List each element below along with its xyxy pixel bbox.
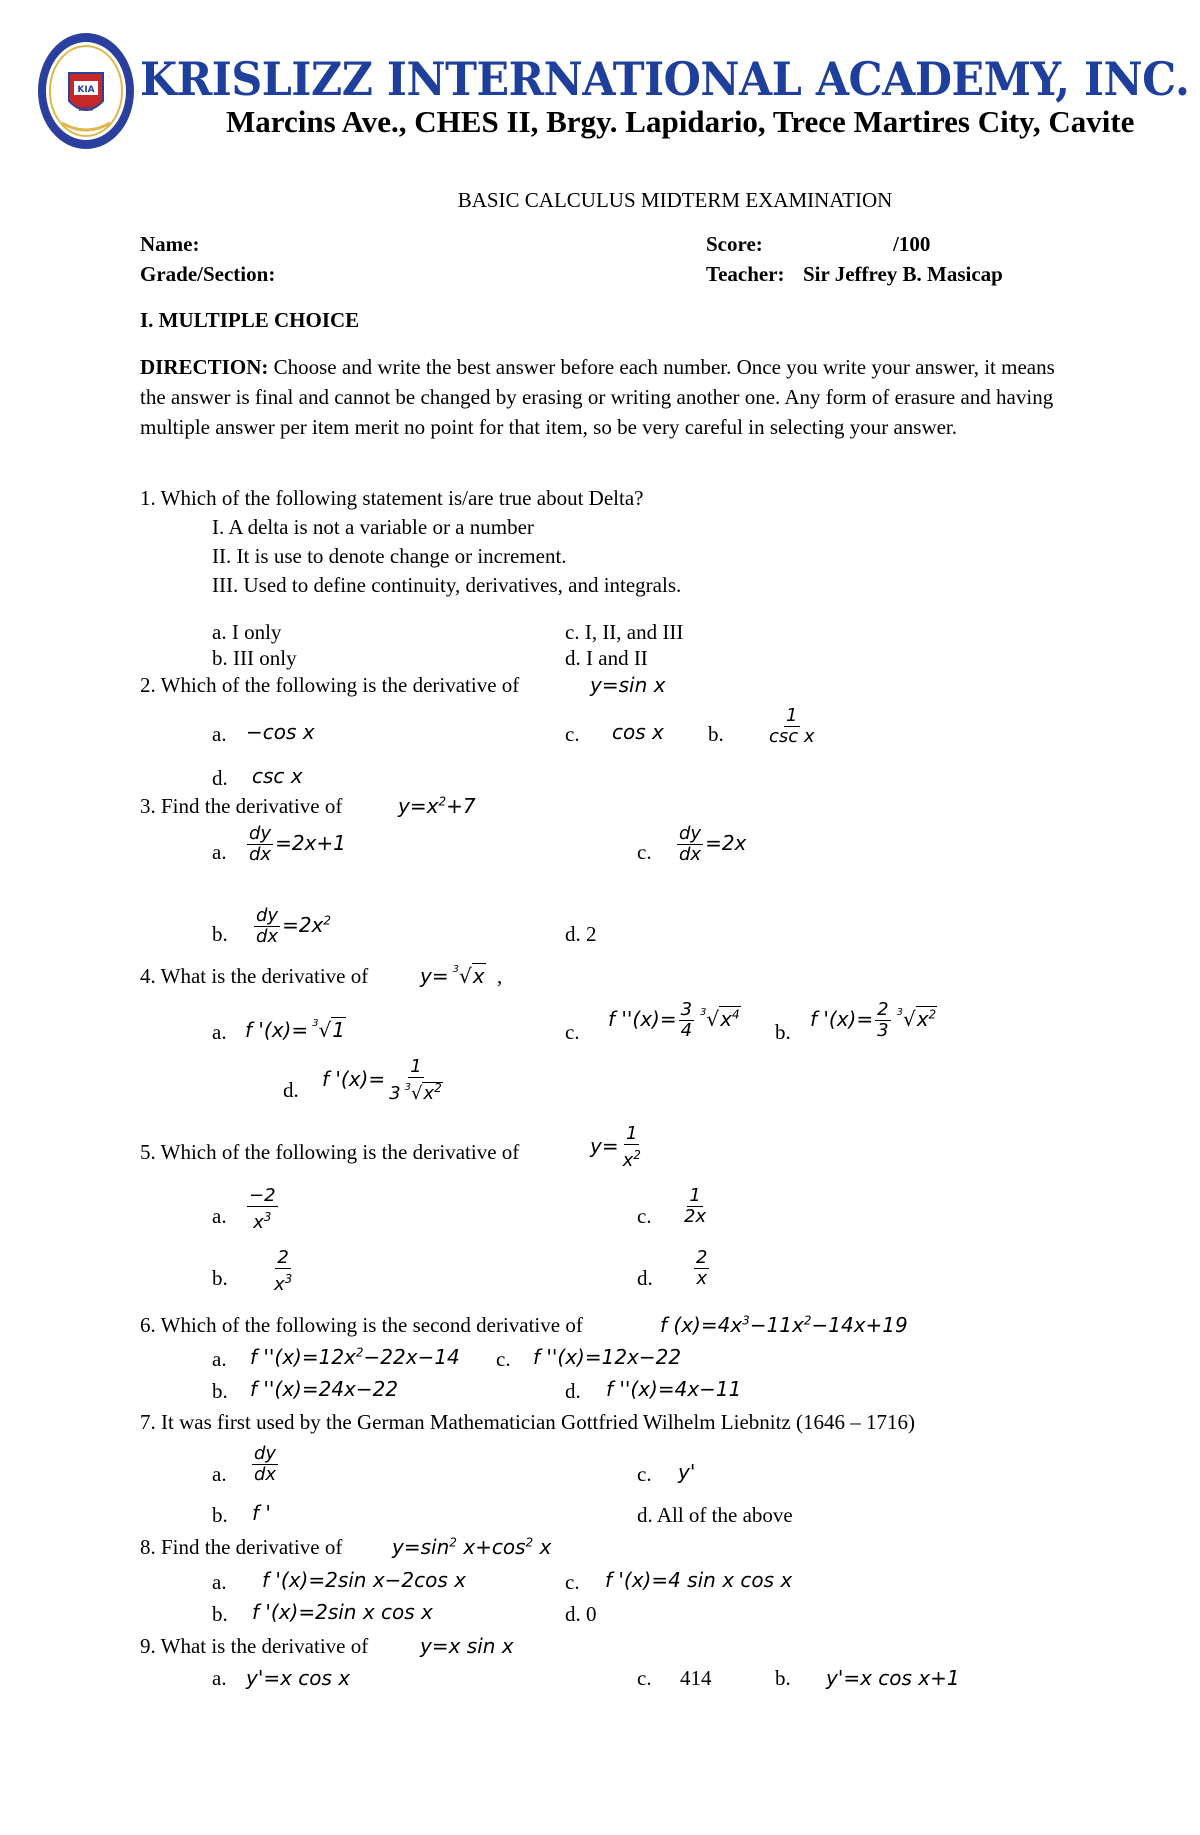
q4-text: 4. What is the derivative of [140, 964, 369, 988]
q6-label-c: c. [496, 1347, 511, 1371]
q8-choice-d: d. 0 [565, 1602, 597, 1626]
q7-label-c: c. [637, 1462, 652, 1486]
q5-label-a: a. [212, 1204, 227, 1228]
q1-choice-a: a. I only [212, 620, 282, 644]
q2-choice-b: $\frac{1}{\text{csc x}}$ [769, 705, 815, 747]
teacher-label: Teacher: [706, 262, 785, 286]
q8-text: 8. Find the derivative of [140, 1535, 343, 1559]
q3-text: 3. Find the derivative of [140, 794, 343, 818]
q2-choice-d: csc x [252, 764, 303, 788]
q3-label-a: a. [212, 840, 227, 864]
logo-initials: KIA [77, 85, 95, 95]
school-name: KRISLIZZ INTERNATIONAL ACADEMY, INC. [140, 52, 1190, 106]
q7-label-a: a. [212, 1462, 227, 1486]
q5-text: 5. Which of the following is the derivative of [140, 1140, 520, 1164]
q6-function: f $(x)=4x^3-11x^2-14x+19$ [660, 1313, 908, 1337]
q2-text: 2. Which of the following is the derivative of [140, 673, 520, 697]
q9-label-c: c. [637, 1666, 652, 1690]
name-label: Name: [140, 232, 200, 256]
q2-function: y=sin x [590, 673, 666, 697]
q9-text: 9. What is the derivative of [140, 1634, 369, 1658]
direction-text: Choose and write the best answer before each number. Once you write your answer, it means the answer is final and cannot be changed by erasing or writing another one. Any form of erasure and having multiple answer per item merit no point for that item, so be very careful in selecting your answer. [140, 355, 1055, 439]
q9-function: y=x sin x [420, 1634, 514, 1658]
q9-choice-a: y'=x cos x [246, 1666, 351, 1690]
exam-title: BASIC CALCULUS MIDTERM EXAMINATION [457, 188, 893, 212]
grade-section-label: Grade/Section: [140, 262, 276, 286]
q4-choice-d: f '(x)= $\frac{1}{3 ^3√x^2}$ [322, 1056, 442, 1104]
logo-year: 2005 [78, 106, 94, 113]
q4-label-a: a. [212, 1020, 227, 1044]
q6-choice-a: f ''$(x)=12x^2-22x-14$ [250, 1345, 460, 1369]
q7-text: 7. It was first used by the German Mathematician Gottfried Wilhelm Liebnitz (1646 – 1716) [140, 1410, 915, 1434]
q5-choice-b: $\frac{2}{x^3}$ [274, 1247, 293, 1295]
q3-choice-b: $\frac{dy}{dx}$ $=2x^2$ [256, 905, 332, 947]
q6-choice-c: f ''(x)=12x−22 [533, 1345, 682, 1369]
section-title: I. MULTIPLE CHOICE [140, 308, 360, 332]
q1-text: 1. Which of the following statement is/are true about Delta? [140, 486, 644, 510]
q4-choice-c: f ''(x)= $\frac{3}{4}$ $^3√x^4$ [608, 999, 740, 1041]
q2-label-d: d. [212, 766, 228, 790]
q3-choice-a: $\frac{dy}{dx}$ =2x+1 [249, 823, 346, 865]
q5-choice-d: $\frac{2}{x}$ [696, 1247, 708, 1289]
q5-choice-c: $\frac{1}{2x}$ [684, 1185, 707, 1227]
q7-label-b: b. [212, 1503, 228, 1527]
q8-function: $y=\sin^2$ $x+\cos^2$ x [392, 1535, 552, 1559]
q4-label-c: c. [565, 1020, 580, 1044]
q1-choice-b: b. III only [212, 646, 297, 670]
q2-label-a: a. [212, 722, 227, 746]
q4-comma: , [497, 964, 503, 988]
school-logo [36, 31, 136, 151]
q9-label-b: b. [775, 1666, 791, 1690]
q7-choice-c: y' [678, 1460, 696, 1484]
q4-choice-a: f '(x)= $^3$√1 [245, 1018, 345, 1042]
q6-choice-b: f ''(x)=24x−22 [250, 1377, 399, 1401]
score-total: /100 [893, 232, 931, 256]
q8-label-a: a. [212, 1570, 227, 1594]
q5-label-c: c. [637, 1204, 652, 1228]
q5-function: y= $\frac{1}{x^2}$ [590, 1123, 641, 1171]
q3-function: $y=x^2+7$ [398, 794, 476, 818]
q7-choice-b: f ' [252, 1501, 271, 1525]
q9-choice-b: y'=x cos x+1 [826, 1666, 960, 1690]
q1-statement-3: III. Used to define continuity, derivatives, and integrals. [212, 573, 682, 597]
q9-choice-c: 414 [680, 1666, 712, 1690]
school-address: Marcins Ave., CHES II, Brgy. Lapidario, Trece Martires City, Cavite [226, 104, 1135, 139]
q7-choice-d: d. All of the above [637, 1503, 793, 1527]
q8-label-c: c. [565, 1570, 580, 1594]
q8-choice-b: f '(x)=2sin x cos x [252, 1600, 433, 1624]
q8-label-b: b. [212, 1602, 228, 1626]
q1-statement-1: I. A delta is not a variable or a number [212, 515, 534, 539]
q1-choice-d: d. I and II [565, 646, 648, 670]
score-label: Score: [706, 232, 763, 256]
q6-choice-d: f ''(x)=4x−11 [606, 1377, 742, 1401]
q2-label-c: c. [565, 722, 580, 746]
q7-choice-a: $\frac{dy}{dx}$ [254, 1443, 277, 1485]
q3-label-b: b. [212, 922, 228, 946]
direction-paragraph [140, 352, 1060, 442]
q2-label-b: b. [708, 722, 724, 746]
q5-label-b: b. [212, 1266, 228, 1290]
q6-text: 6. Which of the following is the second derivative of [140, 1313, 583, 1337]
q6-label-b: b. [212, 1379, 228, 1403]
q9-label-a: a. [212, 1666, 227, 1690]
q5-choice-a: $\frac{-2}{x^3}$ [249, 1185, 276, 1233]
q1-choice-c: c. I, II, and III [565, 620, 684, 644]
q4-function: y= $^3$√x [420, 964, 485, 988]
q4-label-d: d. [283, 1078, 299, 1102]
q5-label-d: d. [637, 1266, 653, 1290]
q3-choice-c: $\frac{dy}{dx}$ =2x [679, 823, 747, 865]
q4-label-b: b. [775, 1020, 791, 1044]
q3-choice-d: d. 2 [565, 922, 597, 946]
q1-statement-2: II. It is use to denote change or increment. [212, 544, 567, 568]
q8-choice-a: f '(x)=2sin x−2cos x [262, 1568, 466, 1592]
q8-choice-c: f '(x)=4 sin x cos x [605, 1568, 793, 1592]
q6-label-a: a. [212, 1347, 227, 1371]
q2-choice-c: cos x [612, 720, 664, 744]
teacher-name: Sir Jeffrey B. Masicap [803, 262, 1003, 286]
q3-label-c: c. [637, 840, 652, 864]
direction-label: DIRECTION: [140, 355, 269, 379]
q2-choice-a: −cos x [246, 720, 315, 744]
q4-choice-b: f '(x)= $\frac{2}{3}$ $^3√x^2$ [810, 999, 937, 1041]
q6-label-d: d. [565, 1379, 581, 1403]
